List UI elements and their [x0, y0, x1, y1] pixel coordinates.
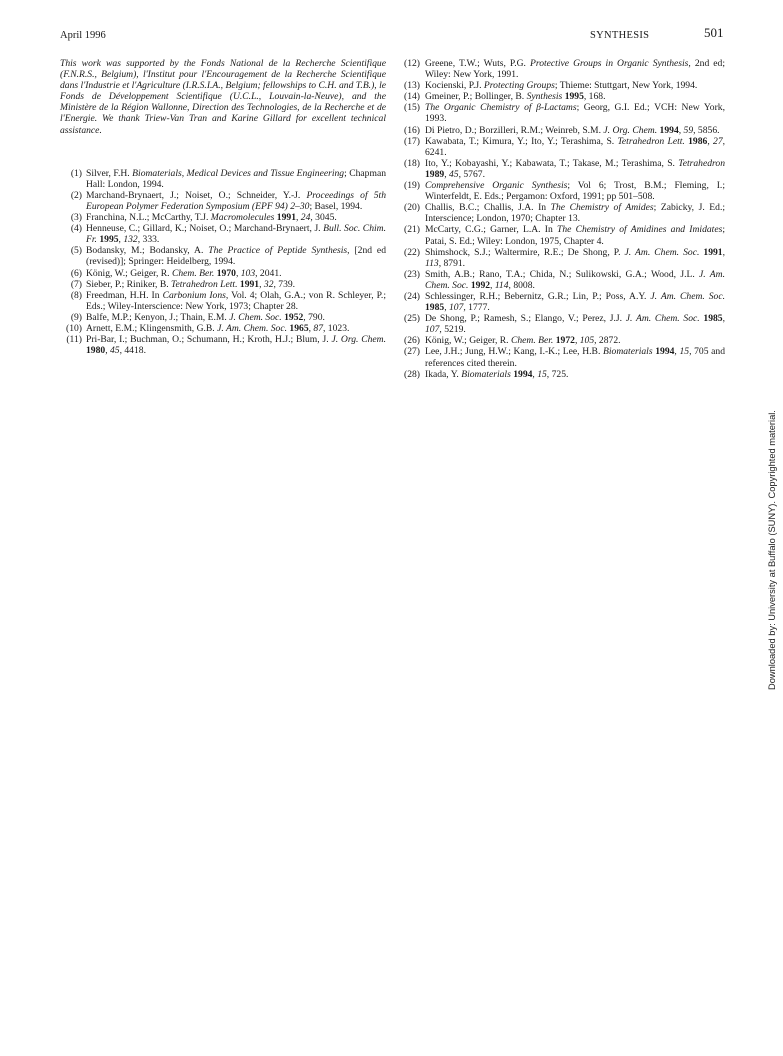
reference-text: Protecting Groups — [483, 80, 555, 92]
reference-text: J. Am. Chem. Soc. — [217, 322, 288, 334]
reference-text: The Organic Chemistry of β-Lactams — [425, 102, 577, 114]
reference-text: The Chemistry of Amides — [550, 202, 654, 214]
reference-item — [60, 168, 386, 190]
reference-text: König, W.; Geiger, R. — [86, 267, 172, 279]
reference-text: , 8791. — [438, 257, 466, 269]
reference-item — [60, 190, 386, 212]
reference-text: 1991 — [276, 212, 296, 224]
reference-text: ; Georg, G.I. Ed.; VCH: New York, 1993. — [425, 102, 725, 125]
reference-text: , 2nd ed; Wiley: New York, 1991. — [425, 58, 726, 81]
reference-number: (12) — [404, 58, 420, 69]
reference-text: , — [105, 345, 110, 357]
reference-text: 1995 — [564, 91, 584, 103]
reference-text: , 1777. — [463, 302, 490, 314]
reference-item — [399, 80, 725, 91]
reference-number: (8) — [70, 289, 82, 301]
reference-number: (19) — [404, 180, 420, 192]
reference-number: (27) — [404, 346, 420, 358]
reference-text: Tetrahedron — [678, 157, 725, 169]
reference-item — [399, 180, 725, 202]
reference-text: , — [444, 168, 449, 180]
reference-text: , — [574, 335, 580, 347]
reference-list-left — [60, 168, 386, 357]
reference-text: 113 — [425, 257, 439, 269]
reference-text: McCarty, C.G.; Garner, L.A. In — [425, 224, 557, 236]
reference-text: Proceedings of 5th European Polymer Federation Symposium (EPF 94) 2–30 — [86, 189, 386, 212]
reference-text: Balfe, M.P.; Kenyon, J.; Thain, E.M. — [86, 311, 230, 323]
reference-text: 1994 — [655, 346, 675, 358]
reference-text: Chem. Ber. — [510, 335, 554, 347]
left-column — [60, 58, 386, 356]
reference-text: Pri-Bar, I.; Buchman, O.; Schumann, H.; Kroth, H.J.; Blum, J. — [86, 334, 332, 346]
reference-text: , 333. — [137, 234, 160, 246]
reference-text: 1972 — [555, 335, 575, 347]
reference-text: Comprehensive Organic Synthesis — [425, 180, 568, 192]
reference-text: 1994 — [513, 368, 533, 380]
reference-text: , 8008. — [508, 279, 535, 291]
reference-number: (21) — [404, 224, 420, 236]
reference-text: 132 — [123, 234, 138, 246]
reference-number: (3) — [70, 212, 82, 224]
reference-number: (18) — [404, 157, 420, 169]
reference-text: , 5856. — [693, 124, 720, 136]
reference-item — [60, 245, 386, 267]
reference-item — [399, 335, 725, 346]
reference-text: Kawabata, T.; Kimura, Y.; Ito, Y.; Terashima, S. — [425, 135, 618, 147]
reference-number: (22) — [404, 246, 420, 258]
reference-text: Biomaterials — [461, 368, 511, 380]
reference-item — [399, 91, 725, 102]
reference-text: Franchina, N.L.; McCarthy, T.J. — [86, 212, 211, 224]
reference-text: , — [532, 368, 538, 380]
reference-item — [60, 268, 386, 279]
reference-text: , — [707, 135, 714, 147]
reference-text: 1989 — [425, 168, 445, 180]
reference-text: The Chemistry of Amidines and Imidates — [556, 224, 723, 236]
reference-text: J. Chem. Soc. — [229, 311, 282, 323]
reference-text: 107 — [425, 324, 440, 336]
reference-item — [399, 136, 725, 158]
page-number: 501 — [704, 25, 724, 40]
reference-text: , [2nd ed (revised)]; Springer: Heidelberg, 1994. — [86, 245, 386, 268]
reference-text: Greene, T.W.; Wuts, P.G. — [425, 58, 530, 69]
reference-text: 1985 — [425, 302, 445, 314]
reference-text: J. Am. Chem. Soc. — [624, 246, 700, 258]
reference-text: , — [674, 346, 680, 358]
reference-text: Smith, A.B.; Rano, T.A.; Chida, N.; Sulikowski, G.A.; Wood, J.L. — [425, 268, 700, 280]
download-notice: Downloaded by: University at Buffalo (SUNY). Copyrighted material. — [767, 410, 777, 690]
reference-text: Chem. Ber. — [171, 267, 215, 279]
reference-item — [399, 346, 725, 368]
reference-text: ; Vol 6; Trost, B.M.; Fleming, I.; Winterfeldt, E. Eds.; Pergamon: Oxford, 1991; pp 501–508. — [425, 180, 725, 203]
reference-text: Tetrahedron Lett. — [171, 278, 238, 290]
reference-text: Biomaterials — [603, 346, 653, 358]
reference-text: Protective Groups in Organic Synthesis — [529, 58, 689, 69]
reference-text: , — [118, 234, 124, 246]
reference-text: 87 — [313, 322, 323, 334]
reference-text: ; Zabicky, J. Ed.; Interscience; London, 1970; Chapter 13. — [425, 202, 726, 225]
reference-text: , — [259, 278, 264, 290]
reference-text: , 790. — [303, 311, 325, 323]
reference-text: Marchand-Brynaert, J.; Noiset, O.; Schneider, Y.-J. — [86, 189, 307, 201]
reference-number: (20) — [404, 202, 420, 214]
reference-text: 32 — [263, 278, 274, 290]
reference-item — [60, 279, 386, 290]
reference-text: , 5219. — [439, 324, 466, 336]
reference-text: Ito, Y.; Kobayashi, Y.; Kabawata, T.; Takase, M.; Terashima, S. — [425, 157, 679, 169]
reference-item — [60, 323, 386, 334]
reference-text: , — [490, 279, 495, 291]
reference-number: (13) — [404, 80, 420, 92]
right-column — [399, 58, 725, 380]
reference-text: , 1023. — [323, 322, 350, 334]
reference-text: 1980 — [86, 345, 106, 357]
reference-item — [399, 158, 725, 180]
reference-text: , 2041. — [255, 267, 282, 279]
reference-number: (11) — [66, 334, 82, 346]
reference-number: (7) — [70, 278, 82, 290]
reference-text: , — [722, 246, 725, 258]
reference-text: 105 — [579, 335, 595, 347]
reference-text: 59 — [683, 124, 694, 136]
reference-number: (1) — [70, 167, 82, 179]
reference-text: , 725. — [546, 368, 569, 380]
reference-item — [60, 223, 386, 245]
reference-item — [60, 212, 386, 223]
reference-text: Shimshock, S.J.; Waltermire, R.E.; De Shong, P. — [425, 246, 625, 258]
reference-text: Bull. Soc. Chim. Fr. — [86, 223, 386, 246]
reference-item — [399, 102, 725, 124]
reference-text: 27 — [713, 135, 723, 147]
reference-text: 15 — [679, 346, 690, 358]
reference-text: De Shong, P.; Ramesh, S.; Elango, V.; Perez, J.J. — [425, 313, 626, 325]
reference-number: (24) — [404, 290, 420, 302]
reference-text: 1965 — [289, 322, 309, 334]
reference-number: (28) — [404, 368, 420, 380]
reference-item — [399, 291, 725, 313]
reference-item — [399, 125, 725, 136]
reference-text: 1994 — [659, 124, 679, 136]
issue-date: April 1996 — [60, 30, 106, 41]
reference-text: Kocienski, P.J. — [425, 80, 484, 92]
reference-text: König, W.; Geiger, R. — [425, 335, 511, 347]
reference-item — [60, 290, 386, 312]
reference-item — [399, 247, 725, 269]
reference-text: Lee, J.H.; Jung, H.W.; Kang, I.-K.; Lee, H.B. — [425, 346, 603, 358]
reference-text: , 3045. — [310, 212, 337, 224]
reference-text: , 168. — [583, 91, 606, 103]
reference-number: (5) — [70, 245, 82, 257]
reference-text: , — [444, 302, 449, 314]
reference-item — [399, 369, 725, 380]
reference-item — [399, 202, 725, 224]
reference-number: (9) — [70, 311, 82, 323]
reference-text: , 739. — [273, 278, 296, 290]
acknowledgement: This work was supported by the Fonds National de la Recherche Scientifique (F.N.R.S., Belgium), l'Institut pour l'Encouragement de la Recherche Scientifique dans l'Industrie et l'Agriculture (I.R.S.I.A., Belgium; fellowships to C.H. and T.B.), le Fonds de Développement Scientifique (U.C.L., Louvain-la-Neuve), and the Ministère de la Région Wallonne, Direction des Technologies, de la Recherche et de l'Energie. We thank Triew-Van Tran and Karine Gillard for excellent technical assistance. — [60, 58, 386, 136]
reference-number: (4) — [70, 223, 82, 235]
reference-text: J. Org. Chem. — [603, 124, 658, 136]
reference-text: , — [235, 267, 241, 279]
reference-item — [399, 269, 725, 291]
reference-text: Silver, F.H. — [86, 167, 133, 179]
reference-text: Tetrahedron Lett. — [617, 135, 685, 147]
reference-text: J. Am. Chem. Soc. — [625, 313, 700, 325]
reference-item — [399, 313, 725, 335]
reference-text: , 5767. — [458, 168, 485, 180]
reference-number: (16) — [404, 124, 420, 136]
reference-text: Schlessinger, R.H.; Bebernitz, G.R.; Lin, P.; Poss, A.Y. — [425, 290, 651, 302]
reference-number: (10) — [66, 322, 82, 334]
reference-text: , — [308, 322, 314, 334]
reference-text: , 6241. — [425, 135, 726, 158]
reference-list-right — [399, 58, 725, 380]
reference-text: Freedman, H.H. In — [86, 289, 163, 301]
reference-number: (6) — [70, 267, 82, 279]
reference-text: Macromolecules — [210, 212, 275, 224]
reference-text: Gmeiner, P.; Bollinger, B. — [425, 91, 527, 103]
reference-item — [399, 58, 725, 80]
reference-text: ; Thieme: Stuttgart, New York, 1994. — [554, 80, 698, 92]
reference-text: 1985 — [703, 313, 723, 325]
journal-name: SYNTHESIS — [590, 30, 650, 41]
reference-text: Challis, B.C.; Challis, J.A. In — [425, 202, 551, 214]
reference-item — [60, 334, 386, 356]
reference-number: (2) — [70, 189, 82, 201]
reference-text: , 2872. — [594, 335, 621, 347]
reference-text: 107 — [448, 302, 464, 314]
reference-text: Ikada, Y. — [425, 368, 462, 380]
reference-text: 1970 — [216, 267, 236, 279]
reference-number: (17) — [404, 135, 420, 147]
reference-text: Bodansky, M.; Bodansky, A. — [86, 245, 209, 257]
reference-text: 1991 — [703, 246, 723, 258]
reference-text: The Practice of Peptide Synthesis — [208, 245, 348, 257]
reference-number: (23) — [404, 268, 420, 280]
reference-text: ; Chapman Hall: London, 1994. — [86, 167, 386, 190]
reference-text: 103 — [240, 267, 256, 279]
reference-text: Sieber, P.; Riniker, B. — [86, 278, 172, 290]
reference-text: , — [678, 124, 684, 136]
reference-text: 114 — [494, 279, 509, 291]
reference-text: 15 — [537, 368, 547, 380]
reference-text: 1995 — [99, 234, 119, 246]
reference-text: , — [722, 313, 725, 325]
reference-text: J. Org. Chem. — [331, 334, 386, 346]
reference-number: (14) — [404, 91, 420, 103]
reference-text: 1992 — [470, 279, 491, 291]
reference-text: Carbonium Ions — [162, 289, 226, 301]
reference-text: ; Patai, S. Ed.; Wiley: London, 1975, Chapter 4. — [425, 224, 725, 247]
reference-number: (15) — [404, 102, 420, 114]
reference-text: 24 — [300, 212, 311, 224]
reference-item — [60, 312, 386, 323]
reference-text: 45 — [448, 168, 459, 180]
reference-text: 45 — [109, 345, 120, 357]
reference-text: , 705 and references cited therein. — [425, 346, 725, 369]
reference-text: Arnett, E.M.; Klingensmith, G.B. — [86, 322, 218, 334]
reference-number: (26) — [404, 335, 420, 347]
reference-text: 1986 — [688, 135, 708, 147]
reference-text: , 4418. — [119, 345, 146, 357]
reference-text: Di Pietro, D.; Borzilleri, R.M.; Weinreb, S.M. — [425, 124, 604, 136]
reference-text: 1991 — [239, 278, 260, 290]
reference-text: ; Basel, 1994. — [309, 200, 363, 212]
reference-text: Biomaterials, Medical Devices and Tissue Engineering — [132, 167, 345, 179]
reference-text: Henneuse, C.; Gillard, K.; Noiset, O.; Marchand-Brynaert, J. — [86, 223, 324, 235]
reference-number: (25) — [404, 313, 420, 325]
reference-text: 1952 — [284, 311, 304, 323]
reference-text: , — [295, 212, 301, 224]
reference-item — [399, 224, 725, 246]
reference-text: , Vol. 4; Olah, G.A.; von R. Schleyer, P.; Eds.; Wiley-Interscience: New York, 1973; Chapter 28. — [86, 289, 386, 312]
reference-text: J. Am. Chem. Soc. — [425, 268, 725, 291]
reference-text: Synthesis — [526, 91, 563, 103]
reference-text: J. Am. Chem. Soc. — [650, 290, 725, 302]
